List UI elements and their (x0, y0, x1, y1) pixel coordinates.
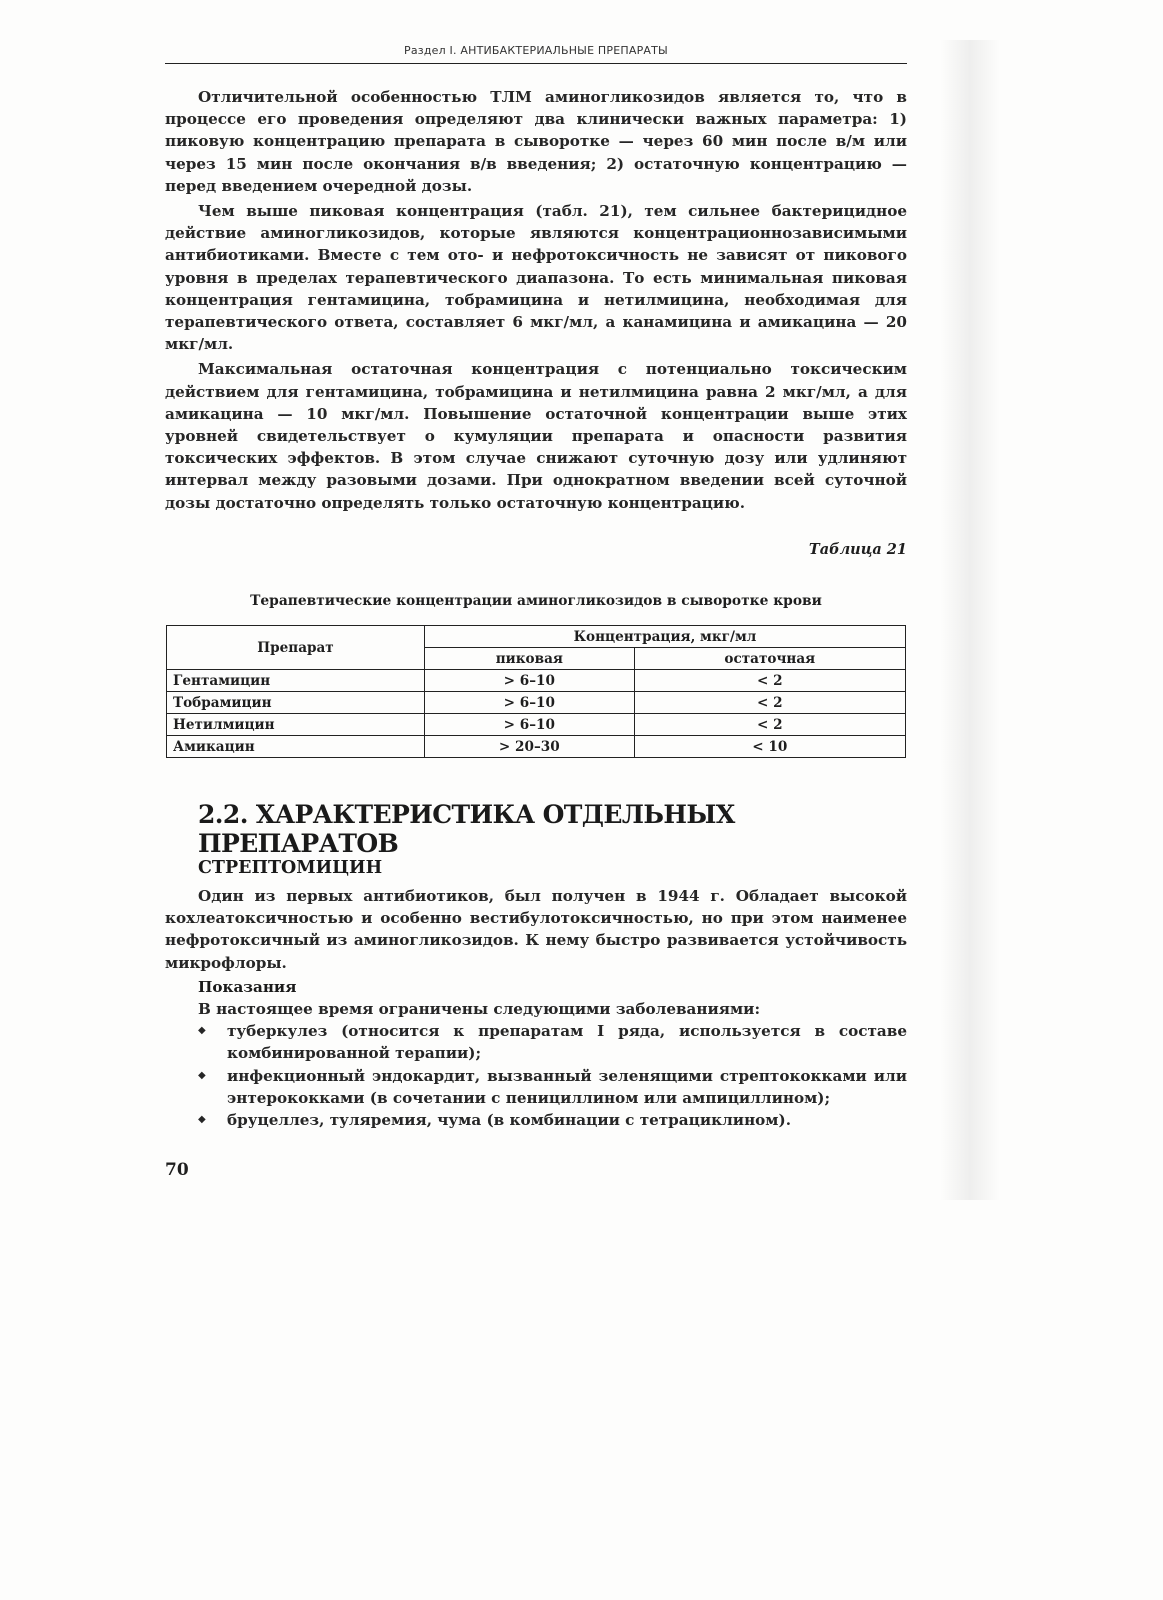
table-row (167, 692, 906, 714)
list-item (165, 1020, 907, 1064)
list-item (165, 1065, 907, 1109)
list-item-text: туберкулез (относится к препаратам I ряда, используется в составе комбинированной терапии); (227, 1022, 907, 1063)
drug-name: Тобрамицин (167, 692, 425, 714)
bullet-icon: ◆ (198, 1025, 206, 1037)
paragraph-tlm: Отличительной особенностью ТЛМ аминогликозидов является то, что в процессе его проведения определяют два клинически важных параметра: 1) пиковую концентрацию препарата в сыворотке — через 60 мин после в/м или через 15 мин после окончания в/в введения; 2) остаточную концентрацию — перед введением очередной дозы. (165, 88, 907, 195)
page-number: 70 (165, 1160, 189, 1180)
indications-heading: Показания (198, 977, 297, 996)
streptomycin-description: Один из первых антибиотиков, был получен в 1944 г. Обладает высокой кохлеатоксичностью и особенно вестибулотоксичностью, но при этом наименее нефротоксичный из аминогликозидов. К нему быстро развивается устойчивость микрофлоры. (165, 887, 907, 972)
trough-value: < 2 (634, 692, 905, 714)
peak-value: > 20–30 (425, 736, 635, 758)
trough-value: < 10 (634, 736, 905, 758)
peak-value: > 6–10 (425, 714, 635, 736)
table-header-row (167, 626, 906, 648)
header-rule (165, 63, 907, 64)
peak-value: > 6–10 (425, 692, 635, 714)
section-title: 2.2. ХАРАКТЕРИСТИКА ОТДЕЛЬНЫХ ПРЕПАРАТОВ (198, 800, 735, 858)
peak-value: > 6–10 (425, 670, 635, 692)
trough-value: < 2 (634, 714, 905, 736)
table-row (167, 670, 906, 692)
table-row (167, 714, 906, 736)
indications-intro: В настоящее время ограничены следующими заболеваниями: (198, 1000, 761, 1019)
paragraph-trough: Максимальная остаточная концентрация с потенциально токсическим действием для гентамицина, тобрамицина и нетилмицина равна 2 мкг/мл, а для амикацина — 10 мкг/мл. Повышение остаточной концентрации выше этих уровней свидетельствует о кумуляции препарата и опасности развития токсических эффектов. В этом случае снижают суточную дозу или удлиняют интервал между разовыми дозами. При однократном введении всей суточной дозы достаточно определять только остаточную концентрацию. (165, 360, 907, 512)
bullet-icon: ◆ (198, 1114, 206, 1126)
table-row (167, 736, 906, 758)
header-concentration: Концентрация, мкг/мл (425, 626, 906, 648)
drug-name: Гентамицин (167, 670, 425, 692)
table-label: Таблица 21 (808, 541, 907, 558)
drug-name: Амикацин (167, 736, 425, 758)
indications-list (165, 1020, 907, 1131)
header-drug: Препарат (167, 626, 425, 670)
streptomycin-section (165, 885, 907, 1131)
trough-value: < 2 (634, 670, 905, 692)
page-fold-shadow (940, 40, 1000, 1200)
header-peak: пиковая (425, 648, 635, 670)
subsection-title: СТРЕПТОМИЦИН (198, 858, 383, 878)
concentration-table (166, 625, 906, 758)
header-trough: остаточная (634, 648, 905, 670)
bullet-icon: ◆ (198, 1069, 206, 1081)
list-item-text: инфекционный эндокардит, вызванный зеленящими стрептококками или энтерококками (в сочетании с пенициллином или ампициллином); (227, 1066, 907, 1107)
list-item (165, 1109, 907, 1131)
running-header: Раздел I. АНТИБАКТЕРИАЛЬНЫЕ ПРЕПАРАТЫ (404, 44, 668, 57)
drug-name: Нетилмицин (167, 714, 425, 736)
paragraph-peak: Чем выше пиковая концентрация (табл. 21), тем сильнее бактерицидное действие аминогликозидов, которые являются концентрационнозависимыми антибиотиками. Вместе с тем ото- и нефротоксичность не зависят от пикового уровня в пределах терапевтического диапазона. То есть минимальная пиковая концентрация гентамицина, тобрамицина и нетилмицина, необходимая для терапевтического ответа, составляет 6 мкг/мл, а канамицина и амикацина — 20 мкг/мл. (165, 202, 907, 354)
list-item-text: бруцеллез, туляремия, чума (в комбинации с тетрациклином). (227, 1111, 791, 1130)
table-title: Терапевтические концентрации аминогликозидов в сыворотке крови (250, 593, 822, 609)
intro-text (165, 86, 907, 514)
